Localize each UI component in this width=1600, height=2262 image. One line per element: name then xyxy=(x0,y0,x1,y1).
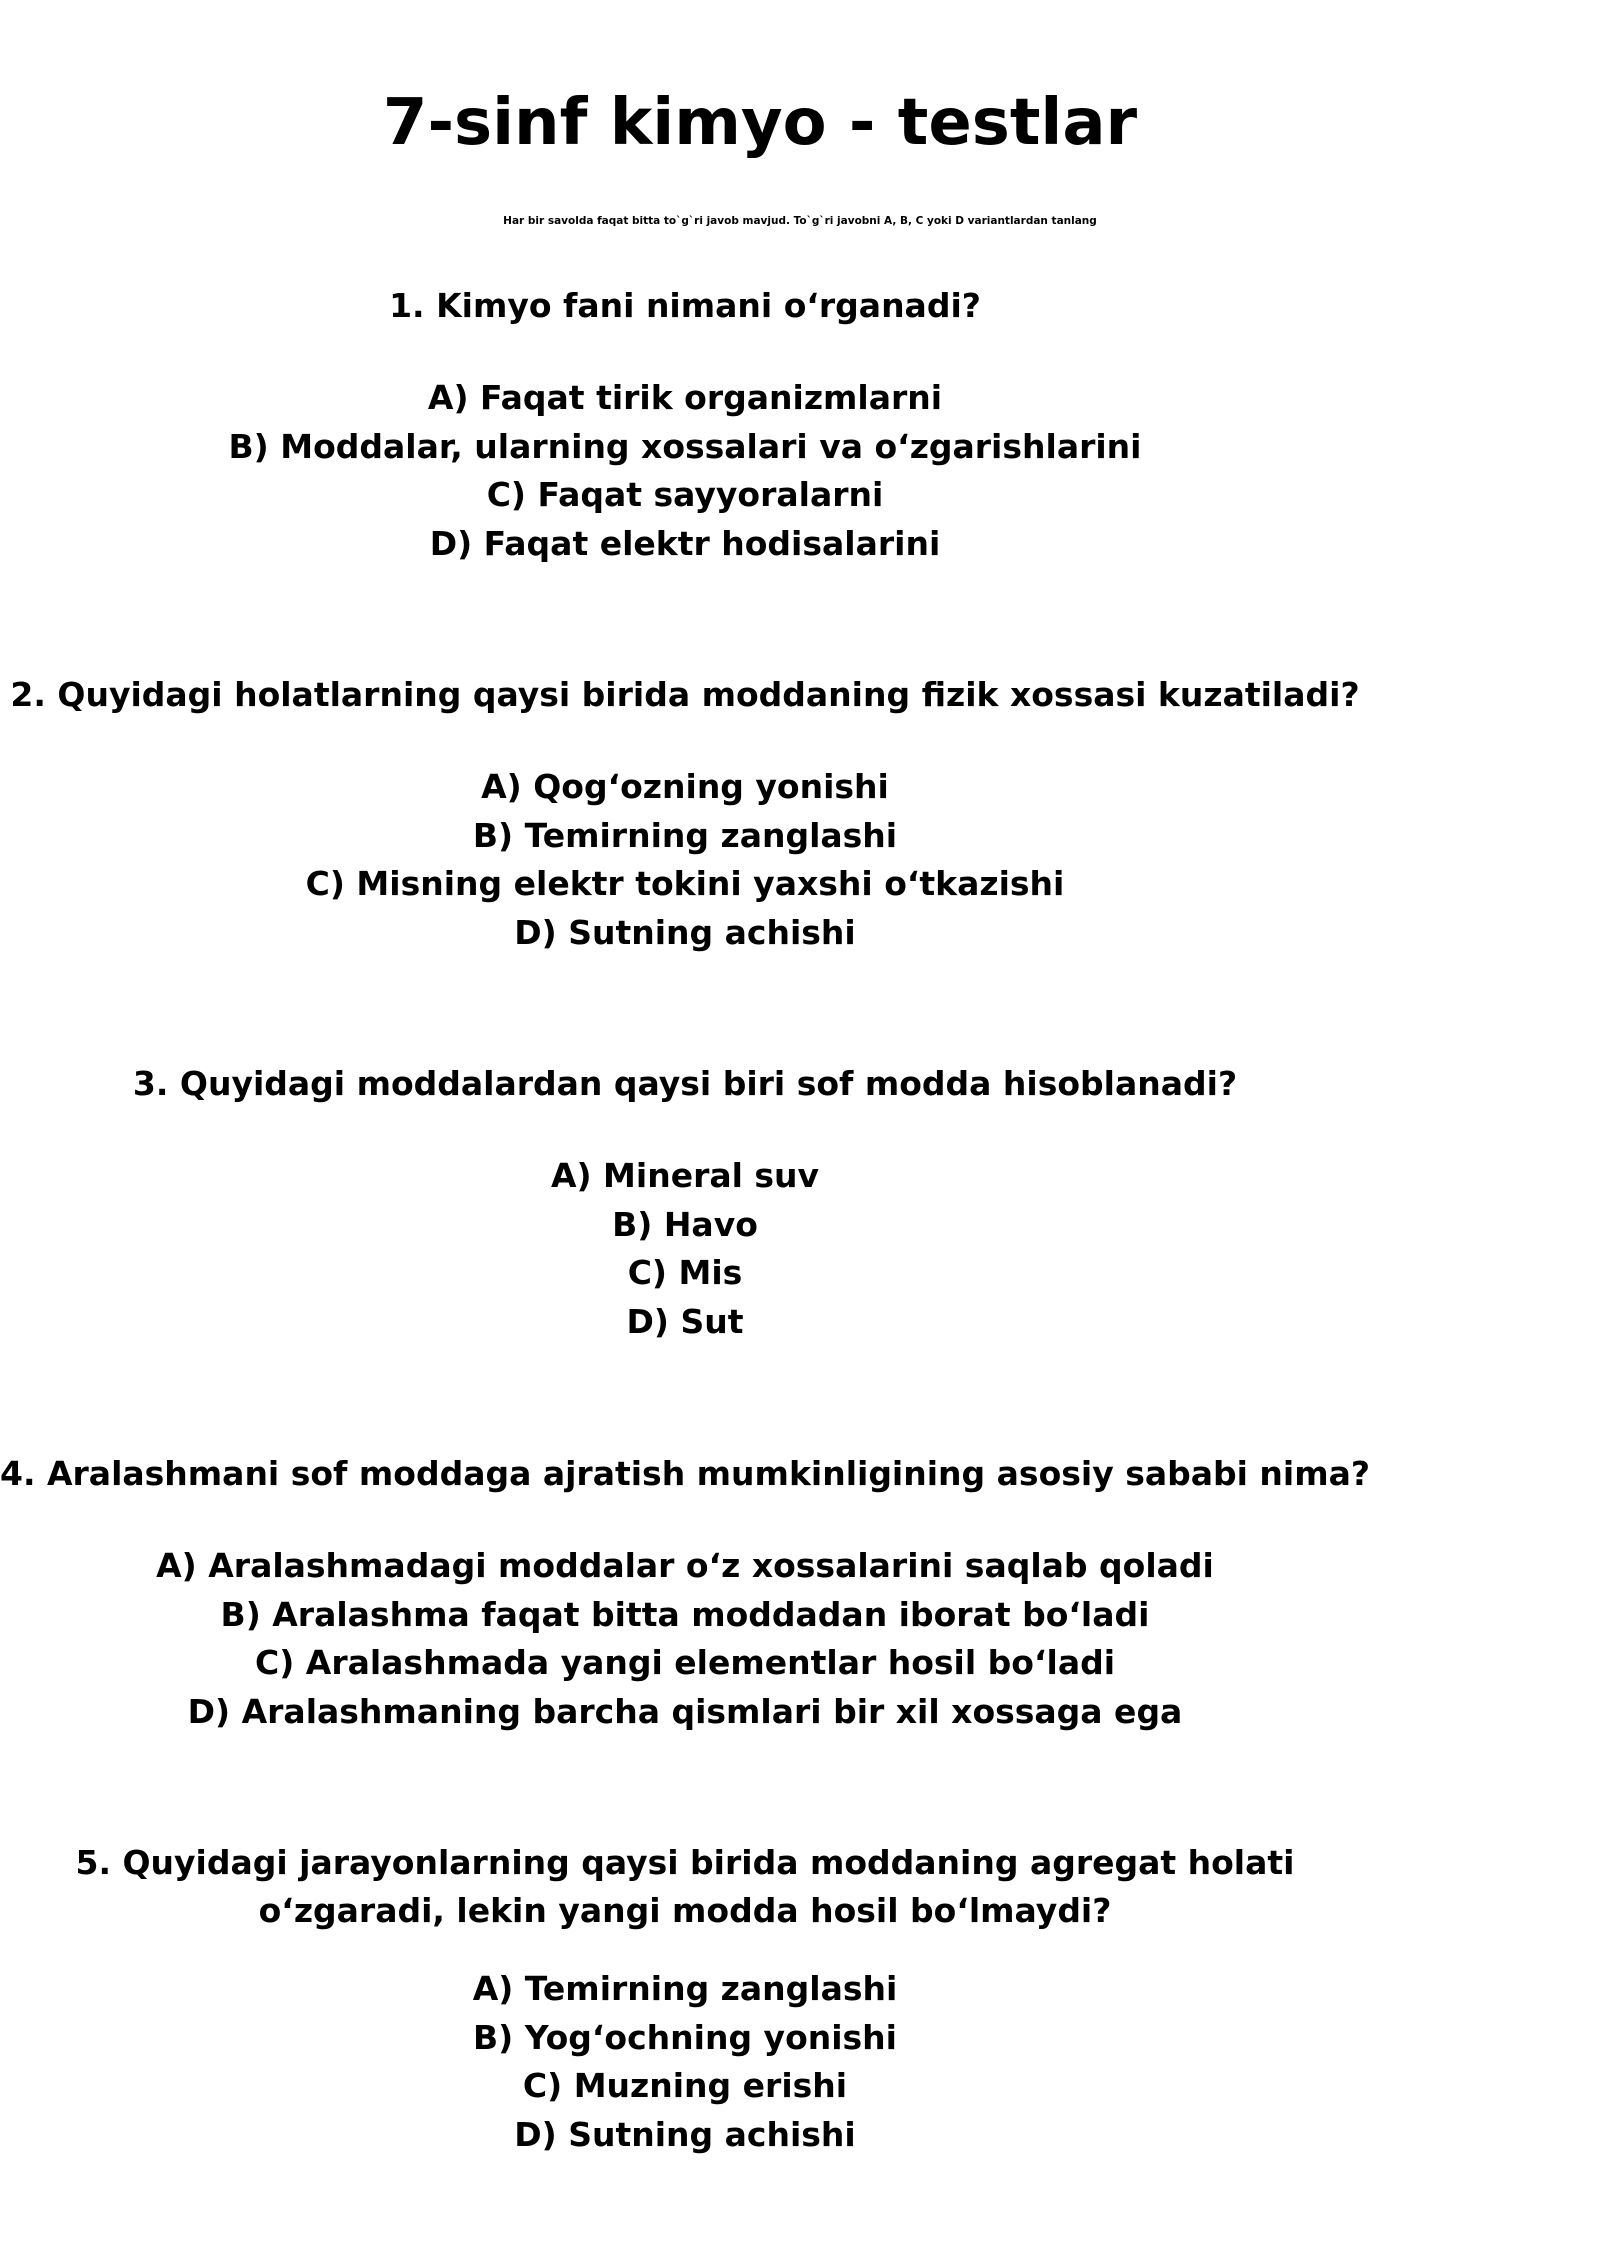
option-b[interactable]: B) Yog‘ochning yonishi xyxy=(473,2017,897,2057)
question-5 xyxy=(0,1839,1370,2159)
option-a[interactable]: A) Mineral suv xyxy=(550,1156,820,1195)
option-a[interactable]: A) Qog‘ozning yonishi xyxy=(481,767,889,806)
option-d[interactable]: D) Sutning achishi xyxy=(514,2114,856,2154)
question-text: 1. Kimyo fani nimani o‘rganadi? xyxy=(389,286,981,325)
option-c[interactable]: C) Mis xyxy=(627,1253,743,1292)
options-list xyxy=(0,1542,1370,1736)
option-a[interactable]: A) Temirning zanglashi xyxy=(472,1969,898,2008)
option-d[interactable]: D) Sut xyxy=(626,1301,744,1341)
option-c[interactable]: C) Aralashmada yangi elementlar hosil bo‘ladi xyxy=(254,1643,1116,1682)
page-title: 7-sinf kimyo - testlar xyxy=(382,86,1138,160)
option-a[interactable]: A) Aralashmadagi moddalar o‘z xossalarini saqlab qoladi xyxy=(156,1546,1214,1585)
question-4 xyxy=(0,1450,1370,1736)
option-b[interactable]: B) Havo xyxy=(612,1204,758,1244)
option-a[interactable]: A) Faqat tirik organizmlarni xyxy=(427,378,943,417)
option-d[interactable]: D) Faqat elektr hodisalarini xyxy=(429,523,941,563)
option-b[interactable]: B) Moddalar, ularning xossalari va o‘zgarishlarini xyxy=(228,426,1142,466)
question-3 xyxy=(0,1060,1370,1346)
question-text: 3. Quyidagi moddalardan qaysi biri sof modda hisoblanadi? xyxy=(132,1064,1238,1103)
option-c[interactable]: C) Faqat sayyoralarni xyxy=(486,475,884,514)
options-list xyxy=(0,1152,1370,1346)
instructions-text: Har bir savolda faqat bitta to`g`ri javob mavjud. To`g`ri javobni A, B, C yoki D variantlardan tanlang xyxy=(503,215,1097,227)
options-list xyxy=(0,763,1370,957)
question-1 xyxy=(0,282,1370,568)
question-2 xyxy=(0,671,1370,957)
question-text: 4. Aralashmani sof moddaga ajratish mumkinligining asosiy sababi nima? xyxy=(0,1454,1371,1493)
option-c[interactable]: C) Muzning erishi xyxy=(522,2066,848,2105)
options-list xyxy=(0,374,1370,568)
question-text: 2. Quyidagi holatlarning qaysi birida moddaning fizik xossasi kuzatiladi? xyxy=(10,675,1360,714)
option-d[interactable]: D) Aralashmaning barcha qismlari bir xil xossaga ega xyxy=(187,1691,1183,1731)
option-b[interactable]: B) Aralashma faqat bitta moddadan iborat bo‘ladi xyxy=(220,1594,1150,1634)
options-list xyxy=(0,1965,1370,2159)
option-d[interactable]: D) Sutning achishi xyxy=(514,912,856,952)
option-c[interactable]: C) Misning elektr tokini yaxshi o‘tkazishi xyxy=(305,864,1065,903)
option-b[interactable]: B) Temirning zanglashi xyxy=(472,815,898,855)
question-text: 5. Quyidagi jarayonlarning qaysi birida moddaning agregat holati o‘zgaradi, lekin yangi modda hosil bo‘lmaydi? xyxy=(75,1843,1295,1930)
